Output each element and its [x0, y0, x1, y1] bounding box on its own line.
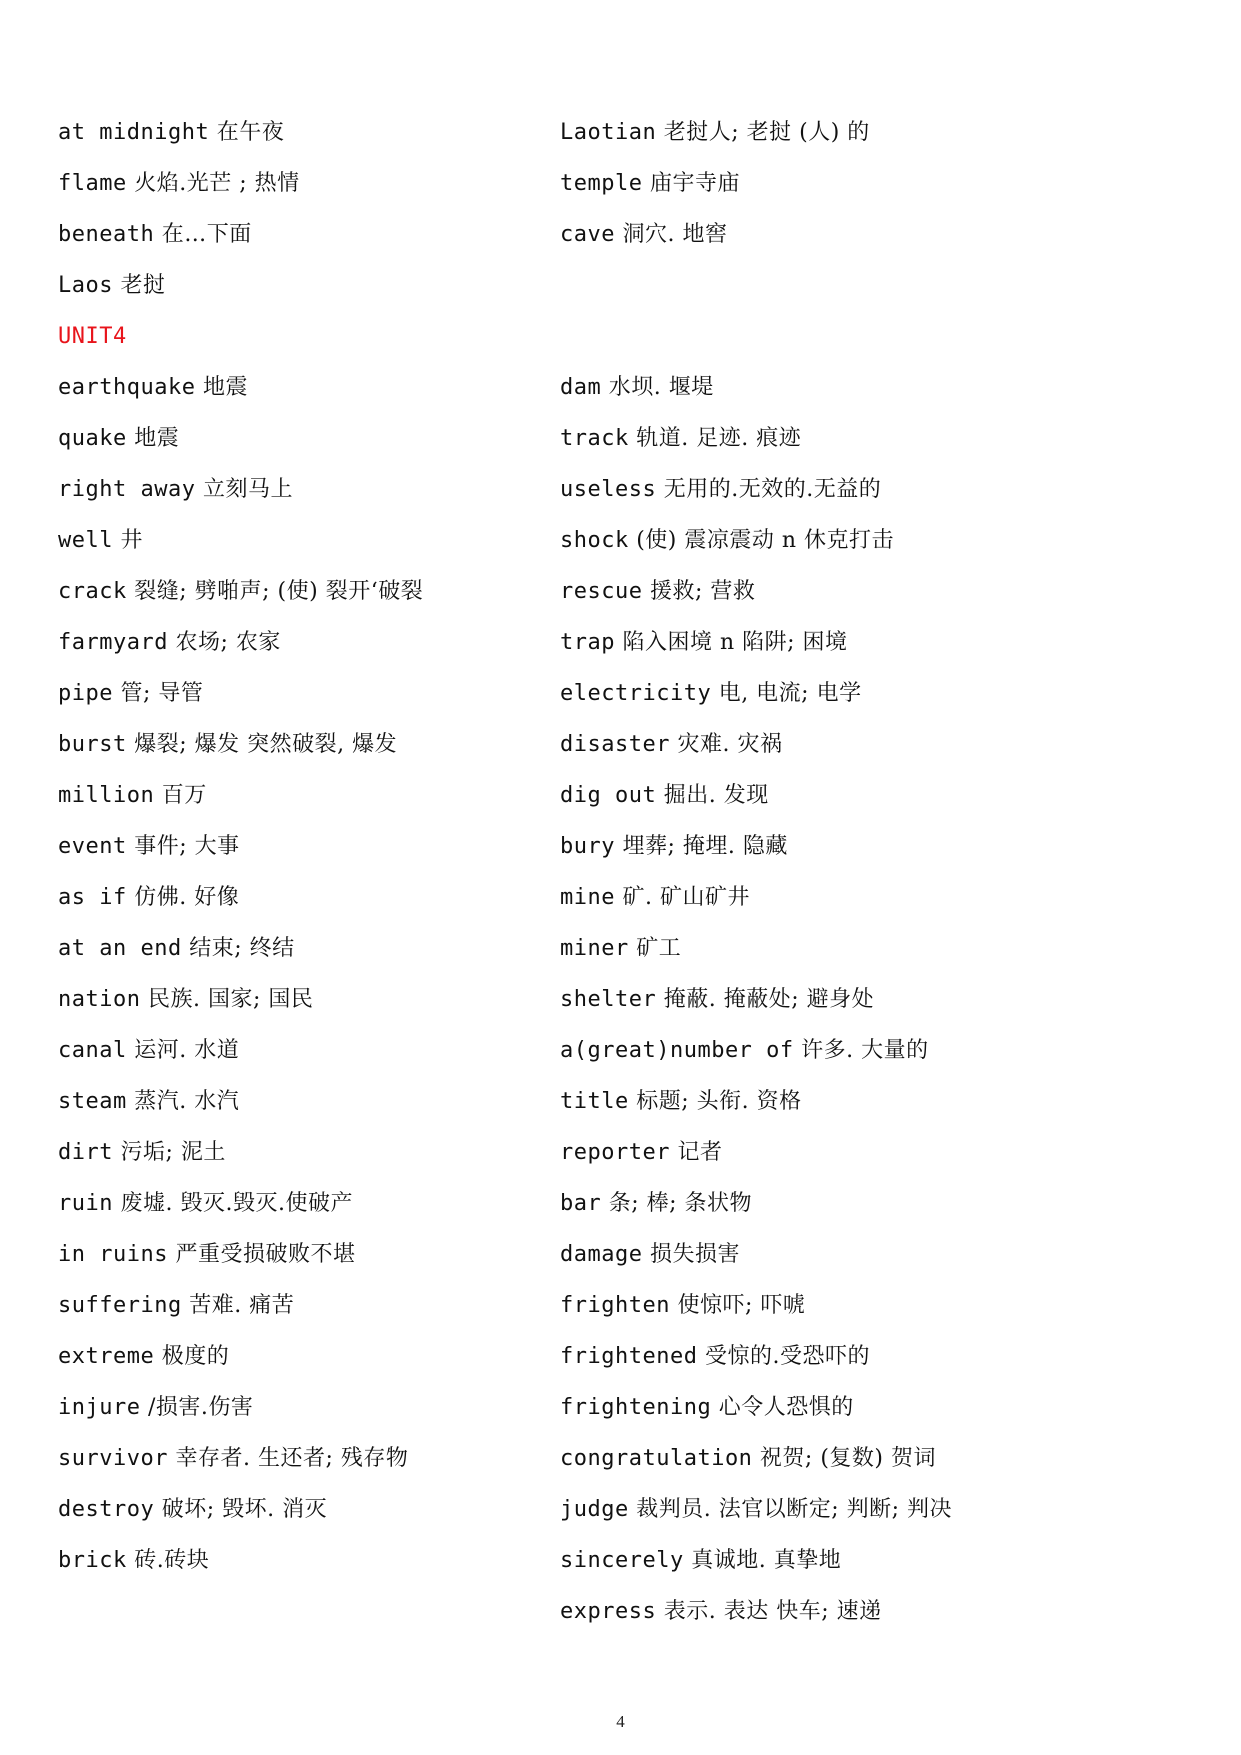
- vocab-entry: extreme 极度的: [58, 1344, 230, 1369]
- vocab-entry: temple 庙宇寺庙: [560, 171, 740, 196]
- vocab-entry: shock (使) 震凉震动 n 休克打击: [560, 528, 895, 553]
- vocab-entry: destroy 破坏; 毁坏. 消灭: [58, 1497, 328, 1522]
- vocab-entry: survivor 幸存者. 生还者; 残存物: [58, 1446, 409, 1471]
- vocab-entry: at midnight 在午夜: [58, 120, 285, 145]
- vocab-entry: judge 裁判员. 法官以断定; 判断; 判决: [560, 1497, 953, 1522]
- vocab-entry: dam 水坝. 堰堤: [560, 375, 714, 400]
- vocab-entry: frightened 受惊的.受恐吓的: [560, 1344, 870, 1369]
- vocab-entry: trap 陷入困境 n 陷阱; 困境: [560, 630, 848, 655]
- vocab-entry: frighten 使惊吓; 吓唬: [560, 1293, 806, 1318]
- unit-heading: UNIT4: [58, 324, 127, 349]
- vocab-entry: dirt 污垢; 泥土: [58, 1140, 226, 1165]
- vocab-entry: right away 立刻马上: [58, 477, 293, 502]
- vocab-entry: disaster 灾难. 灾祸: [560, 732, 783, 757]
- vocab-entry: track 轨道. 足迹. 痕迹: [560, 426, 802, 451]
- vocab-entry: frightening 心令人恐惧的: [560, 1395, 854, 1420]
- vocab-entry: rescue 援救; 营救: [560, 579, 756, 604]
- vocab-entry: Laos 老挝: [58, 273, 166, 298]
- vocab-entry: flame 火焰.光芒 ; 热情: [58, 171, 300, 196]
- vocab-entry: farmyard 农场; 农家: [58, 630, 281, 655]
- vocab-entry: suffering 苦难. 痛苦: [58, 1293, 295, 1318]
- vocab-entry: brick 砖.砖块: [58, 1548, 210, 1573]
- vocab-entry: shelter 掩蔽. 掩蔽处; 避身处: [560, 987, 875, 1012]
- vocab-entry: earthquake 地震: [58, 375, 248, 400]
- vocab-entry: bury 埋葬; 掩埋. 隐藏: [560, 834, 788, 859]
- vocab-entry: event 事件; 大事: [58, 834, 240, 859]
- right-column: [560, 116, 1160, 1646]
- vocab-entry: cave 洞穴. 地窖: [560, 222, 728, 247]
- vocab-entry: congratulation 祝贺; (复数) 贺词: [560, 1446, 936, 1471]
- vocab-entry: bar 条; 棒; 条状物: [560, 1191, 753, 1216]
- vocab-entry: reporter 记者: [560, 1140, 723, 1165]
- vocab-entry: million 百万: [58, 783, 207, 808]
- vocab-entry: canal 运河. 水道: [58, 1038, 240, 1063]
- page-number: 4: [616, 1712, 625, 1731]
- vocab-entry: useless 无用的.无效的.无益的: [560, 477, 882, 502]
- vocab-entry: beneath 在…下面: [58, 222, 252, 247]
- vocab-entry: quake 地震: [58, 426, 180, 451]
- vocab-entry: well 井: [58, 528, 143, 553]
- vocab-entry: mine 矿. 矿山矿井: [560, 885, 750, 910]
- vocab-entry: as if 仿佛. 好像: [58, 885, 240, 910]
- vocab-entry: pipe 管; 导管: [58, 681, 204, 706]
- vocab-entry: nation 民族. 国家; 国民: [58, 987, 314, 1012]
- vocab-entry: electricity 电, 电流; 电学: [560, 681, 862, 706]
- vocab-entry: miner 矿工: [560, 936, 682, 961]
- vocab-entry: a(great)number of 许多. 大量的: [560, 1038, 929, 1063]
- vocab-entry: steam 蒸汽. 水汽: [58, 1089, 240, 1114]
- left-column: [58, 116, 518, 1595]
- vocab-entry: Laotian 老挝人; 老挝 (人) 的: [560, 120, 870, 145]
- vocab-entry: ruin 废墟. 毁灭.毁灭.使破产: [58, 1191, 353, 1216]
- vocab-entry: burst 爆裂; 爆发 突然破裂, 爆发: [58, 732, 398, 757]
- vocab-entry: damage 损失损害: [560, 1242, 740, 1267]
- vocab-entry: in ruins 严重受损破败不堪: [58, 1242, 356, 1267]
- vocab-entry: injure /损害.伤害: [58, 1395, 254, 1420]
- vocab-entry: at an end 结束; 终结: [58, 936, 295, 961]
- vocab-entry: crack 裂缝; 劈啪声; (使) 裂开‘破裂: [58, 579, 424, 604]
- vocab-entry: express 表示. 表达 快车; 速递: [560, 1599, 882, 1624]
- vocab-entry: title 标题; 头衔. 资格: [560, 1089, 802, 1114]
- vocab-entry: sincerely 真诚地. 真挚地: [560, 1548, 842, 1573]
- vocab-entry: dig out 掘出. 发现: [560, 783, 769, 808]
